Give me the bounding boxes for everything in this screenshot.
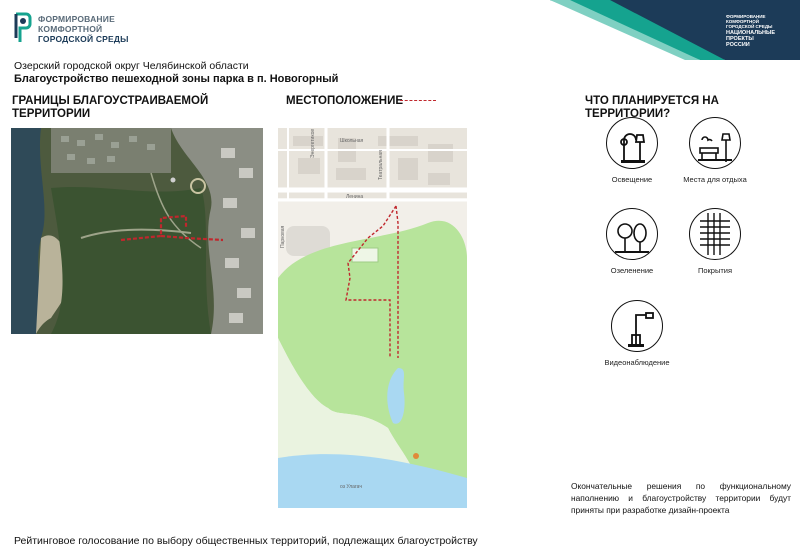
location-title: МЕСТОПОЛОЖЕНИЕ (286, 95, 404, 107)
logo-line-1: ФОРМИРОВАНИЕ (38, 14, 115, 24)
feature-paving (680, 208, 750, 275)
street-label-park: Парковая (280, 225, 286, 248)
street-label-energy: Энергетиков (310, 128, 316, 158)
national-projects-banner (550, 0, 800, 60)
final-decision-note: Окончательные решения по функциональному наполнению и благоустройству территории будут приняты при разработке дизайн-проекта (571, 481, 791, 515)
feature-lighting-label: Освещение (611, 175, 653, 184)
np-line-4: ПРОЕКТЫ (726, 35, 754, 42)
feature-landscaping (597, 208, 667, 275)
feature-rest-area-label: Места для отдыха (683, 175, 747, 184)
np-line-1: ФОРМИРОВАНИЕ (726, 14, 766, 19)
plans-title: ЧТО ПЛАНИРУЕТСЯ НА ТЕРРИТОРИИ? (585, 95, 719, 120)
project-title: Благоустройство пешеходной зоны парка в п. Новогорный (14, 73, 339, 85)
bench-icon (690, 118, 740, 168)
np-line-2: КОМФОРТНОЙ ГОРОДСКОЙ СРЕДЫ (726, 19, 773, 30)
trees-icon (607, 209, 657, 259)
feature-cctv (597, 300, 677, 367)
logo-line-2: КОМФОРТНОЙ (38, 24, 103, 34)
borders-title: ГРАНИЦЫ БЛАГОУСТРАИВАЕМОЙ ТЕРРИТОРИИ (12, 95, 209, 120)
rating-vote-caption: Рейтинговое голосование по выбору общественных территорий, подлежащих благоустройству (14, 535, 478, 547)
logo-line-3: ГОРОДСКОЙ СРЕДЫ (38, 34, 129, 44)
route-legend-dash (400, 100, 436, 101)
street-label-theatre: Театральная (378, 150, 384, 180)
np-line-3: НАЦИОНАЛЬНЫЕ (726, 29, 776, 36)
feature-landscaping-label: Озеленение (610, 266, 654, 275)
lake-label: оз Улагач (340, 484, 362, 490)
cctv-pole-icon (612, 301, 662, 351)
feature-cctv-label: Видеонаблюдение (604, 358, 670, 367)
region-name: Озерский городской округ Челябинской области (14, 60, 249, 72)
street-label-lenina: Ленина (346, 194, 364, 200)
logo-mark-icon (12, 10, 34, 46)
np-line-5: РОССИИ (726, 41, 750, 48)
program-logo (12, 10, 142, 50)
paving-grid-icon (690, 209, 740, 259)
feature-lighting (597, 117, 667, 184)
satellite-map (11, 128, 263, 334)
street-lamp-icon (607, 118, 657, 168)
feature-rest-area (680, 117, 750, 184)
street-label-school: Школьная (340, 138, 364, 144)
location-map (278, 128, 467, 508)
feature-paving-label: Покрытия (697, 266, 733, 275)
